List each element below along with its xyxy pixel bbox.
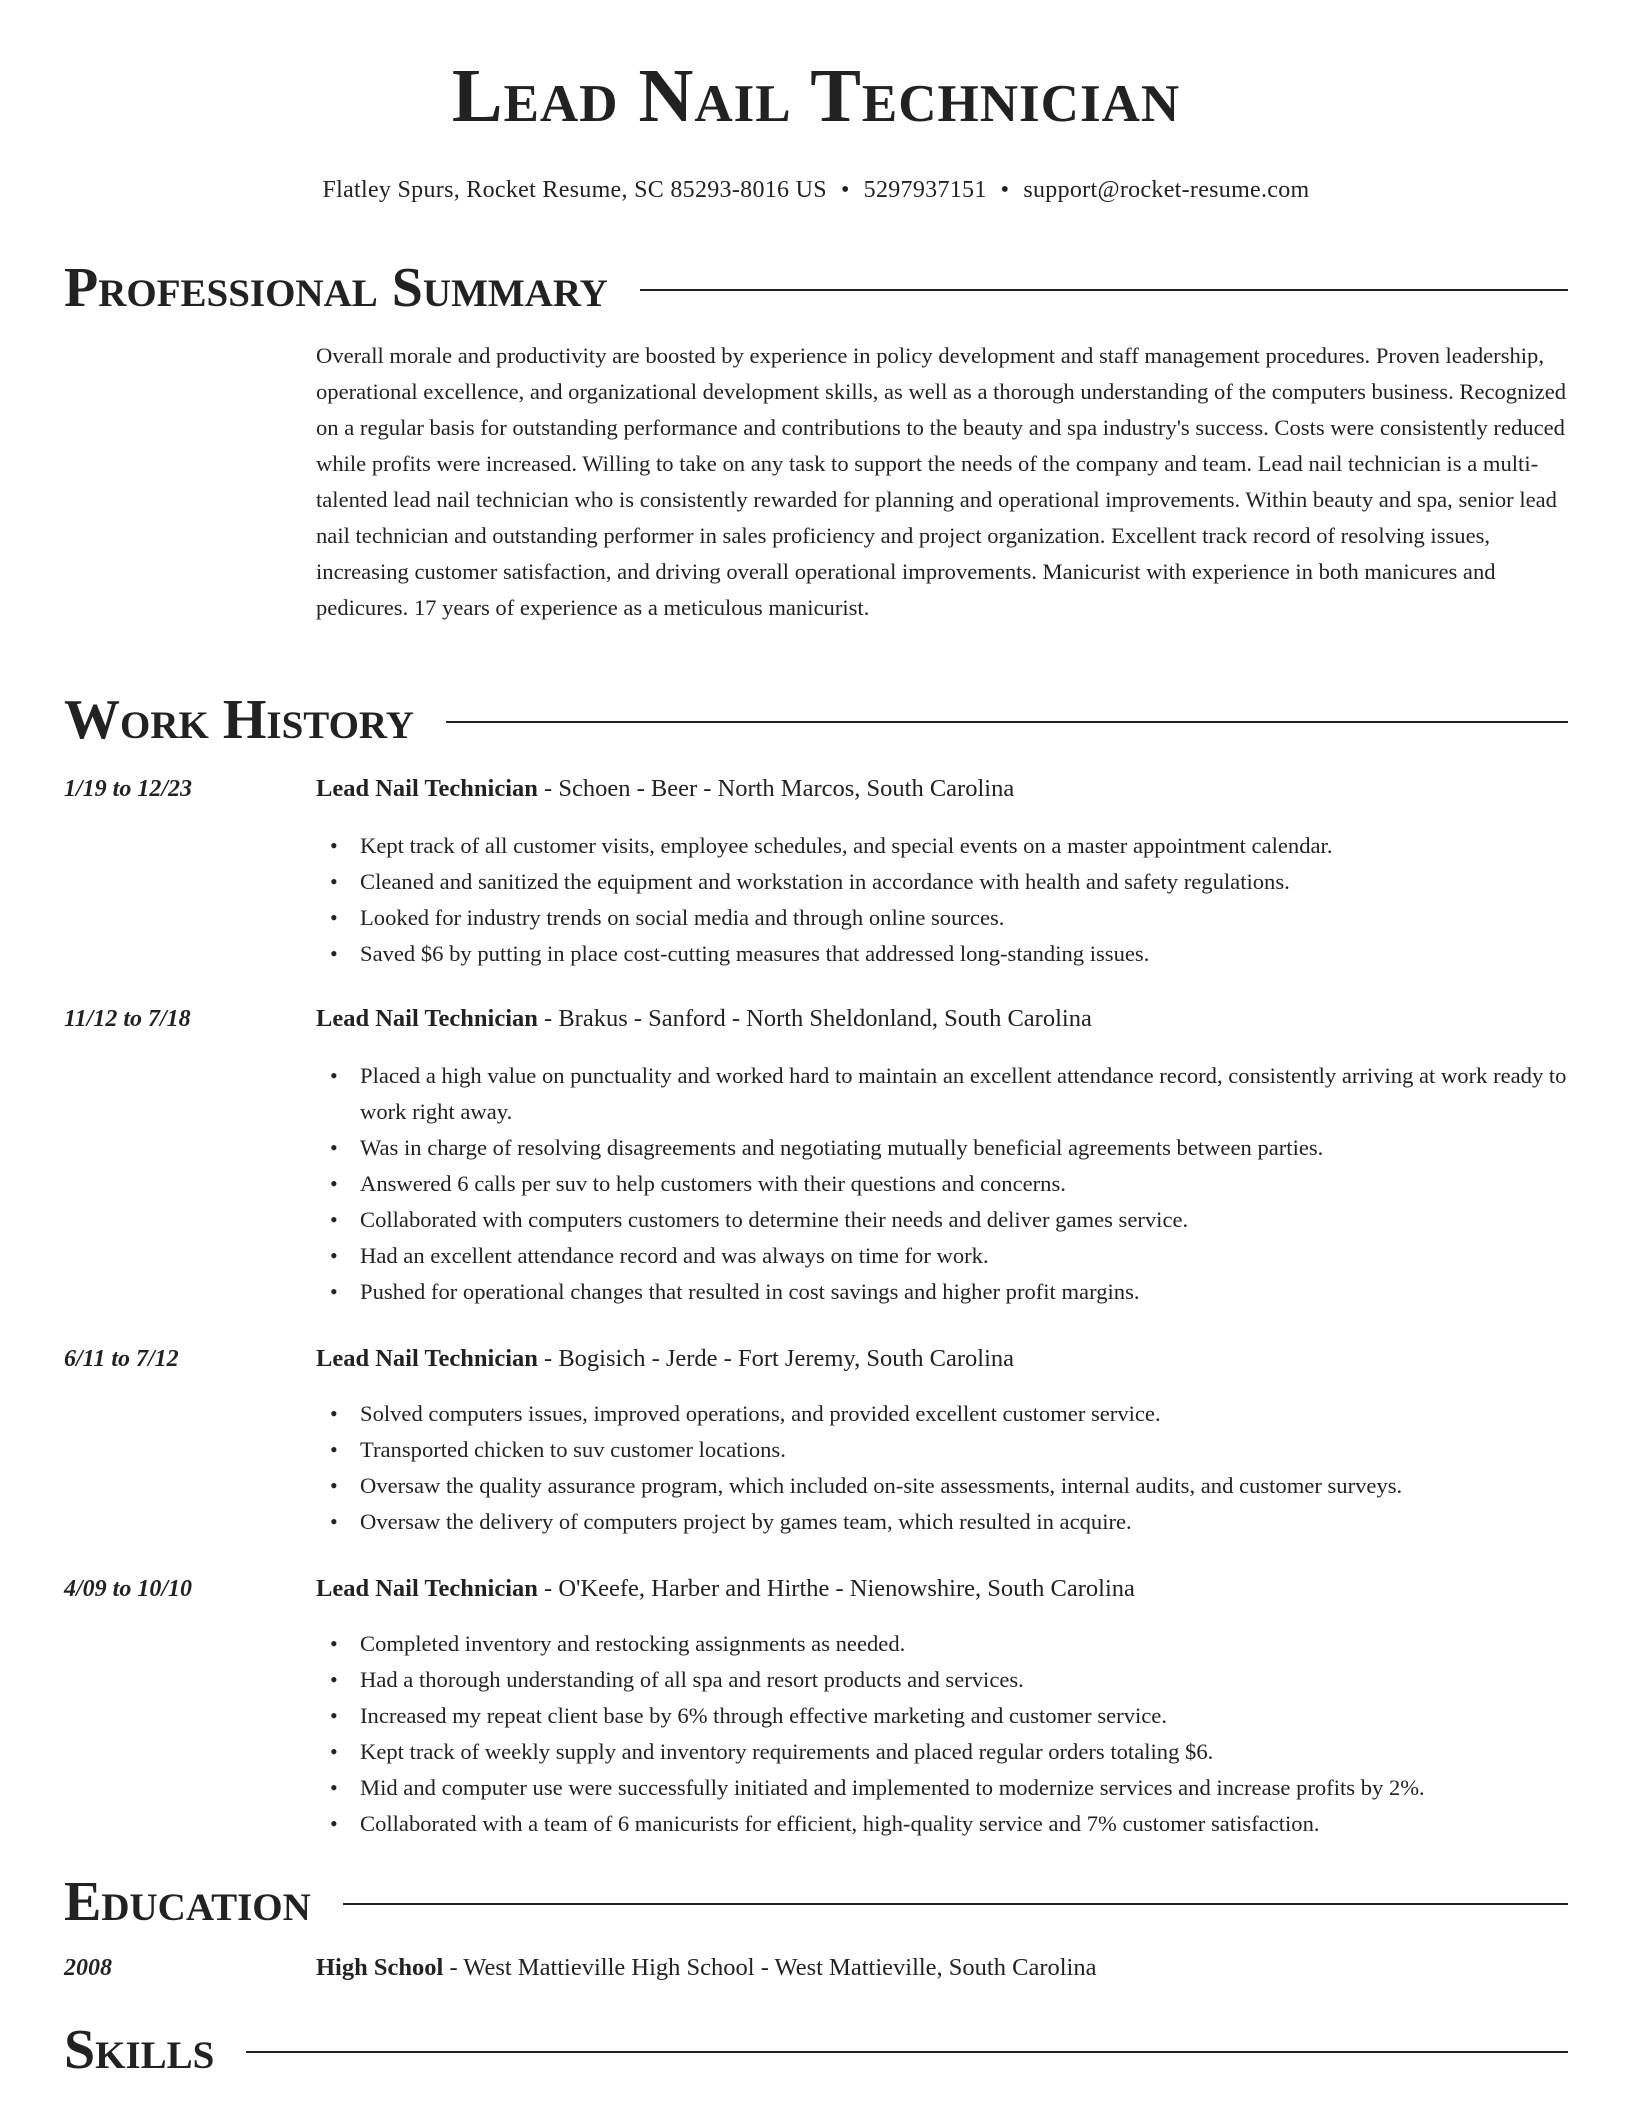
job-dates: 6/11 to 7/12 — [64, 1346, 179, 1372]
job-heading — [316, 775, 1014, 803]
job-bullet: • Cleaned and sanitized the equipment and workstation in accordance with health and safety regulations. — [316, 864, 1568, 900]
job-bullet: • Kept track of weekly supply and inventory requirements and placed regular orders totaling $6. — [316, 1734, 1568, 1770]
summary-section-title: Professional Summary — [64, 257, 608, 319]
job-bullet-list — [316, 1058, 1568, 1310]
job-bullet: • Placed a high value on punctuality and worked hard to maintain an excellent attendance record, consistently arriving at work ready to work right away. — [316, 1058, 1568, 1130]
job-bullet: • Had an excellent attendance record and was always on time for work. — [316, 1238, 1568, 1274]
job-role: Lead Nail Technician — [316, 1575, 538, 1602]
section-divider — [343, 1903, 1568, 1905]
section-divider — [246, 2051, 1568, 2053]
job-bullet: • Saved $6 by putting in place cost-cutting measures that addressed long-standing issues. — [316, 936, 1568, 972]
education-year: 2008 — [64, 1955, 112, 1981]
job-bullet: • Oversaw the quality assurance program, which included on-site assessments, internal audits, and customer surveys. — [316, 1468, 1568, 1504]
job-heading — [316, 1575, 1135, 1603]
job-bullet: • Answered 6 calls per suv to help customers with their questions and concerns. — [316, 1166, 1568, 1202]
contact-email: support@rocket-resume.com — [1023, 177, 1310, 203]
job-bullet-list — [316, 1626, 1568, 1842]
summary-section-header — [64, 257, 1568, 319]
job-bullet: • Solved computers issues, improved operations, and provided excellent customer service. — [316, 1396, 1568, 1432]
job-bullet: • Looked for industry trends on social media and through online sources. — [316, 900, 1568, 936]
job-heading — [316, 1345, 1014, 1373]
job-dates: 4/09 to 10/10 — [64, 1576, 193, 1602]
contact-separator: • — [1000, 177, 1010, 203]
contact-phone: 5297937151 — [863, 177, 987, 203]
job-dates: 1/19 to 12/23 — [64, 776, 193, 802]
job-bullet: • Had a thorough understanding of all spa and resort products and services. — [316, 1662, 1568, 1698]
job-heading — [316, 1005, 1092, 1033]
job-bullet: • Was in charge of resolving disagreements and negotiating mutually beneficial agreements between parties. — [316, 1130, 1568, 1166]
skills-section-header — [64, 2019, 1568, 2081]
education-section-header — [64, 1871, 1568, 1933]
job-bullet: • Kept track of all customer visits, employee schedules, and special events on a master appointment calendar. — [316, 828, 1568, 864]
job-employer-location: - Bogisich - Jerde - Fort Jeremy, South Carolina — [537, 1345, 1014, 1372]
contact-line — [0, 177, 1632, 204]
job-role: Lead Nail Technician — [316, 1345, 538, 1372]
job-bullet-list — [316, 828, 1568, 972]
job-bullet: • Collaborated with computers customers to determine their needs and deliver games service. — [316, 1202, 1568, 1238]
education-section-title: Education — [64, 1871, 311, 1933]
job-bullet: • Pushed for operational changes that resulted in cost savings and higher profit margins. — [316, 1274, 1568, 1310]
contact-address: Flatley Spurs, Rocket Resume, SC 85293-8016 US — [322, 177, 827, 203]
resume-name-title: Lead Nail Technician — [451, 54, 1181, 138]
section-divider — [446, 721, 1568, 723]
job-bullet: • Collaborated with a team of 6 manicurists for efficient, high-quality service and 7% customer satisfaction. — [316, 1806, 1568, 1842]
section-divider — [640, 289, 1568, 291]
job-employer-location: - O'Keefe, Harber and Hirthe - Nienowshire, South Carolina — [537, 1575, 1135, 1602]
contact-separator: • — [840, 177, 850, 203]
job-dates: 11/12 to 7/18 — [64, 1006, 191, 1032]
education-school-location: - West Mattieville High School - West Mattieville, South Carolina — [443, 1954, 1097, 1981]
job-bullet-list — [316, 1396, 1568, 1540]
job-role: Lead Nail Technician — [316, 775, 538, 802]
work-section-title: Work History — [64, 689, 414, 751]
job-bullet: • Transported chicken to suv customer locations. — [316, 1432, 1568, 1468]
skills-section-title: Skills — [64, 2019, 215, 2081]
job-bullet: • Completed inventory and restocking assignments as needed. — [316, 1626, 1568, 1662]
job-bullet: • Mid and computer use were successfully initiated and implemented to modernize services and increase profits by 2%. — [316, 1770, 1568, 1806]
job-employer-location: - Brakus - Sanford - North Sheldonland, South Carolina — [537, 1005, 1092, 1032]
job-employer-location: - Schoen - Beer - North Marcos, South Carolina — [537, 775, 1015, 802]
education-degree: High School — [316, 1954, 444, 1981]
job-bullet: • Increased my repeat client base by 6% through effective marketing and customer service. — [316, 1698, 1568, 1734]
education-heading — [316, 1954, 1096, 1982]
summary-text: Overall morale and productivity are boosted by experience in policy development and staff management procedures. Proven leadership, operational excellence, and organizational development skills, as well as a thorough understanding of the computers business. Recognized on a regular basis for outstanding performance and contributions to the beauty and spa industry's success. Costs were consistently reduced while profits were increased. Willing to take on any task to support the needs of the company and team. Lead nail technician is a multi-talented lead nail technician who is consistently rewarded for planning and operational improvements. Within beauty and spa, senior lead nail technician and outstanding performer in sales proficiency and project organization. Excellent track record of resolving issues, increasing customer satisfaction, and driving overall operational improvements. Manicurist with experience in both manicures and pedicures. 17 years of experience as a meticulous manicurist. — [316, 343, 1567, 620]
job-bullet: • Oversaw the delivery of computers project by games team, which resulted in acquire. — [316, 1504, 1568, 1540]
job-role: Lead Nail Technician — [316, 1005, 538, 1032]
work-section-header — [64, 689, 1568, 751]
